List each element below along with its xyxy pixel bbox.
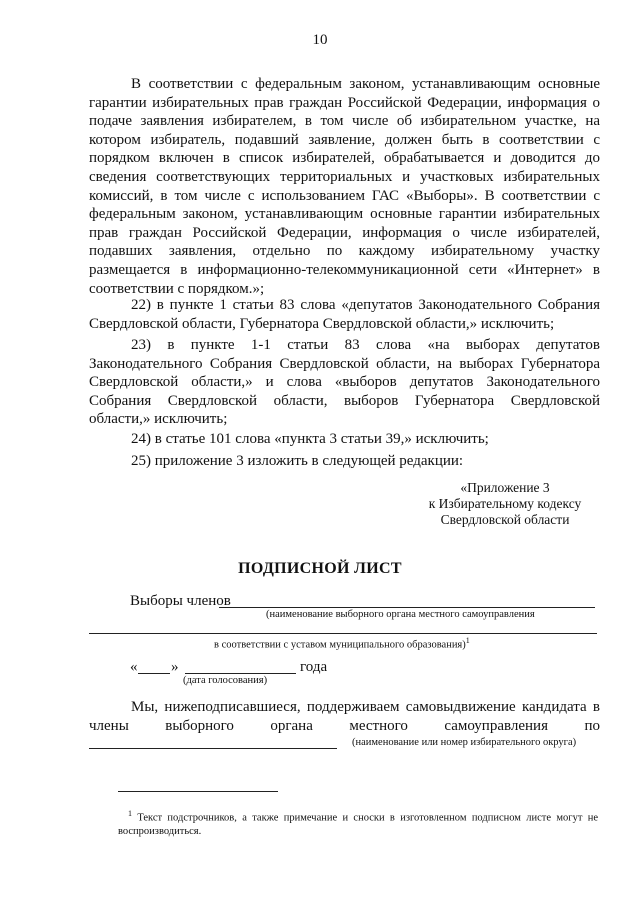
district-line (89, 736, 337, 749)
paragraph-text: В соответствии с федеральным законом, устанавливающим основные гарантии избирательных прав граждан Российской Федерации, информация о подаче заявления избирателем, в том числе об избирательном участке, на котором избиратель, подавший заявление, должен быть в соответствии с порядком включен в список избирателей, обрабатывается и доводится до сведения соответствующих территориальных и участковых избирательных комиссий, в том числе с использованием ГАС «Выборы». В соответствии с федеральным законом, устанавливающим основные гарантии избирательных прав граждан Российской Федерации, информация о числе избирателей, подавших заявления, отдельно по каждому избирательному участку размещается в информационно-телекоммуникационной сети «Интернет» в соответствии с порядком.»; (89, 76, 600, 297)
page-number: 10 (312, 32, 328, 48)
date-open-quote: « (130, 659, 138, 675)
footnote-mark: 1 (465, 636, 470, 645)
footnote (118, 807, 598, 838)
paragraph-gas-vybory (89, 75, 600, 298)
elections-caption: (наименование выборного органа местного самоуправления (266, 609, 535, 620)
elections-label: Выборы членов (130, 593, 231, 609)
date-close-quote: » (171, 659, 179, 675)
paragraph-item-24 (89, 430, 600, 449)
footnote-rule (118, 791, 278, 792)
paragraph-item-22 (89, 296, 600, 333)
date-month-line (185, 673, 296, 674)
paragraph-text: 24) в статье 101 слова «пункта 3 статьи 39,» исключить; (131, 431, 489, 447)
district-caption: (наименование или номер избирательного округа) (352, 737, 577, 748)
paragraph-text: 22) в пункте 1 статьи 83 слова «депутатов Законодательного Собрания Свердловской области, Губернатора Свердловской области,» исключить; (89, 297, 600, 332)
footnote-number: 1 (128, 809, 132, 818)
appendix-heading (380, 480, 630, 528)
appendix-line-1: «Приложение 3 (460, 480, 550, 495)
municipal-caption: в соответствии с уставом муниципального образования)$^1$ (214, 636, 470, 651)
date-day-line (138, 673, 170, 674)
municipal-line (89, 633, 597, 634)
paragraph-item-25 (89, 452, 600, 471)
signature-text: Мы, нижеподписавшиеся, поддерживаем самовыдвижение кандидата в члены выборного органа местного самоуправления по (89, 698, 600, 755)
elections-body-line (219, 607, 595, 608)
appendix-line-3: Свердловской области (440, 512, 570, 527)
paragraph-text: 25) приложение 3 изложить в следующей редакции: (131, 453, 464, 469)
footnote-text: $^1$ Текст подстрочников, а также примечание и сноски в изготовленном подписном листе могут не воспроизводиться. (118, 809, 599, 837)
appendix-line-2: к Избирательному кодексу (428, 496, 582, 511)
form-title: ПОДПИСНОЙ ЛИСТ (238, 560, 402, 577)
year-label: года (300, 659, 328, 675)
paragraph-item-23 (89, 336, 600, 429)
date-caption: (дата голосования) (183, 675, 268, 686)
paragraph-text: 23) в пункте 1-1 статьи 83 слова «на выборах депутатов Законодательного Собрания Свердловской области, на выборах Губернатора Свердловской области,» и слова «выборов депутатов Законодательного Собрания Свердловской области, выборов Губернатора Свердловской области,» исключить; (89, 337, 600, 428)
